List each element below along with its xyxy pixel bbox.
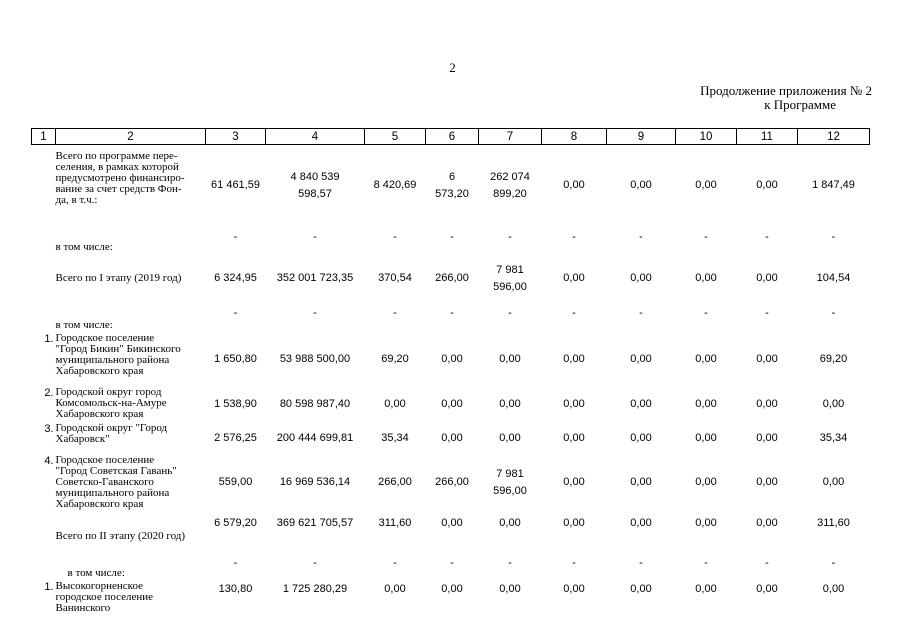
dash-row <box>32 553 870 581</box>
value-cell <box>607 455 676 511</box>
value-cell <box>607 227 676 255</box>
cell-value: 369 621 705,57 <box>276 516 354 529</box>
value-cell <box>676 387 737 423</box>
cell-value: 0,00 <box>499 582 521 595</box>
value-cell <box>607 423 676 455</box>
cell-value: 200 444 699,81 <box>276 432 354 444</box>
cell-value: - <box>765 306 769 319</box>
row-number: 3. <box>44 422 54 435</box>
cell-value: 0,00 <box>630 179 652 192</box>
value-cell <box>676 553 737 581</box>
cell-value: 0,00 <box>756 353 778 365</box>
value-cell <box>365 553 426 581</box>
cell-value: 0,00 <box>563 353 585 365</box>
value-cell <box>798 303 870 333</box>
value-cell <box>798 581 870 641</box>
table-row <box>32 145 870 227</box>
value-cell <box>798 511 870 553</box>
cell-value: 0,00 <box>384 398 406 410</box>
cell-value: 4 840 539 598,57 <box>290 170 340 200</box>
row-name-cell <box>56 387 206 423</box>
cell-value: - <box>831 306 836 319</box>
cell-value: 0,00 <box>563 272 585 284</box>
cell-value: - <box>704 556 708 569</box>
cell-value: 0,00 <box>441 582 463 595</box>
value-cell <box>479 145 542 227</box>
row-name-cell <box>56 581 206 641</box>
cell-value: - <box>639 306 643 319</box>
value-cell <box>365 333 426 387</box>
cell-value: 0,00 <box>695 432 717 444</box>
row-number-cell <box>32 387 56 423</box>
value-cell <box>798 255 870 303</box>
value-cell <box>607 333 676 387</box>
cell-value: 0,00 <box>563 582 585 595</box>
cell-value: 0,00 <box>630 272 652 284</box>
value-cell <box>737 303 798 333</box>
row-name-cell <box>56 511 206 553</box>
cell-value: 0,00 <box>630 398 652 410</box>
row-name: Городской округ город Комсомольск-на-Амуре Хабаровского края <box>55 385 167 420</box>
value-cell <box>426 455 479 511</box>
value-cell <box>737 455 798 511</box>
column-header: 9 <box>607 129 676 145</box>
value-cell <box>798 553 870 581</box>
table-row <box>32 455 870 511</box>
value-cell <box>607 387 676 423</box>
cell-value: 0,00 <box>822 582 845 595</box>
value-cell <box>676 511 737 553</box>
value-cell <box>737 423 798 455</box>
cell-value: 352 001 723,35 <box>276 272 354 284</box>
cell-value: - <box>572 306 576 319</box>
value-cell <box>206 387 266 423</box>
value-cell <box>607 553 676 581</box>
cell-value: - <box>508 306 512 319</box>
cell-value: 0,00 <box>563 476 585 488</box>
cell-value: 0,00 <box>499 432 521 444</box>
cell-value: - <box>831 230 836 243</box>
value-cell <box>206 455 266 511</box>
value-cell <box>542 145 607 227</box>
value-cell <box>676 581 737 641</box>
value-cell <box>737 227 798 255</box>
cell-value: 0,00 <box>563 179 585 192</box>
column-header: 7 <box>479 129 542 145</box>
row-number-cell <box>32 227 56 255</box>
appendix-note-line1: Продолжение приложения № 2 <box>700 83 872 98</box>
value-cell <box>365 581 426 641</box>
cell-value: 130,80 <box>218 582 253 595</box>
value-cell <box>266 333 365 387</box>
cell-value: 0,00 <box>441 398 463 410</box>
dash-row <box>32 303 870 333</box>
value-cell <box>737 581 798 641</box>
value-cell <box>676 227 737 255</box>
value-cell <box>676 455 737 511</box>
value-cell <box>607 303 676 333</box>
cell-value: 1 538,90 <box>214 398 257 410</box>
cell-value: 0,00 <box>695 582 717 595</box>
cell-value: - <box>508 230 512 243</box>
row-number-cell <box>32 255 56 303</box>
value-cell <box>542 387 607 423</box>
row-name: Высокогорненское городское поселение Ванинского <box>55 579 154 614</box>
row-name: в том числе: <box>67 566 125 579</box>
value-cell <box>542 423 607 455</box>
cell-value: 69,20 <box>819 353 848 365</box>
value-cell <box>365 145 426 227</box>
value-cell <box>479 227 542 255</box>
cell-value: 53 988 500,00 <box>279 353 351 365</box>
cell-value: 370,54 <box>378 272 412 284</box>
value-cell <box>206 227 266 255</box>
row-name-cell <box>56 423 206 455</box>
value-cell <box>266 387 365 423</box>
cell-value: 0,00 <box>441 353 463 365</box>
cell-value: 0,00 <box>499 516 521 529</box>
value-cell <box>365 423 426 455</box>
row-name-cell <box>56 553 206 581</box>
value-cell <box>542 227 607 255</box>
value-cell <box>737 145 798 227</box>
value-cell <box>365 303 426 333</box>
value-cell <box>365 255 426 303</box>
row-name-cell <box>56 455 206 511</box>
page-number: 2 <box>449 60 456 75</box>
cell-value: 0,00 <box>695 353 717 365</box>
value-cell <box>365 455 426 511</box>
cell-value: 80 598 987,40 <box>279 398 351 410</box>
value-cell <box>365 511 426 553</box>
value-cell <box>607 145 676 227</box>
value-cell <box>737 511 798 553</box>
cell-value: 0,00 <box>822 476 845 488</box>
value-cell <box>607 581 676 641</box>
cell-value: 0,00 <box>756 432 778 444</box>
cell-value: - <box>765 230 769 243</box>
row-number-cell <box>32 455 56 511</box>
cell-value: - <box>704 306 708 319</box>
table-row <box>32 333 870 387</box>
value-cell <box>798 145 870 227</box>
cell-value: - <box>831 556 836 569</box>
value-cell <box>206 303 266 333</box>
row-name: Городское поселение "Город Бикин" Бикинского муниципального района Хабаровского края <box>55 331 181 377</box>
cell-value: 35,34 <box>381 432 409 444</box>
value-cell <box>266 511 365 553</box>
value-cell <box>479 581 542 641</box>
row-number-cell <box>32 553 56 581</box>
cell-value: 311,60 <box>378 516 412 529</box>
cell-value: 0,00 <box>563 398 585 410</box>
value-cell <box>479 303 542 333</box>
table-row <box>32 255 870 303</box>
row-number: 2. <box>44 386 54 399</box>
value-cell <box>737 387 798 423</box>
cell-value: - <box>313 230 317 243</box>
cell-value: - <box>765 556 769 569</box>
cell-value: - <box>393 306 397 319</box>
cell-value: 0,00 <box>756 582 778 595</box>
appendix-note <box>640 84 872 112</box>
cell-value: - <box>313 306 317 319</box>
value-cell <box>426 303 479 333</box>
table-row <box>32 387 870 423</box>
cell-value: 559,00 <box>218 476 253 488</box>
cell-value: 35,34 <box>819 432 848 444</box>
cell-value: 0,00 <box>563 516 585 529</box>
appendix-note-line2: к Программе <box>764 97 836 112</box>
value-cell <box>798 227 870 255</box>
value-cell <box>479 455 542 511</box>
value-cell <box>426 333 479 387</box>
row-name: Всего по I этапу (2019 год) <box>55 272 182 284</box>
table-header-row <box>32 129 870 145</box>
value-cell <box>365 387 426 423</box>
cell-value: - <box>508 556 512 569</box>
value-cell <box>737 333 798 387</box>
cell-value: 266,00 <box>435 272 469 284</box>
cell-value: 6 324,95 <box>214 272 257 284</box>
cell-value: - <box>233 306 238 319</box>
row-name: в том числе: <box>55 318 113 331</box>
row-number-cell <box>32 333 56 387</box>
column-header: 1 <box>32 129 56 145</box>
row-number-cell <box>32 581 56 641</box>
value-cell <box>206 581 266 641</box>
cell-value: 104,54 <box>816 272 851 284</box>
cell-value: - <box>393 556 397 569</box>
value-cell <box>479 423 542 455</box>
cell-value: - <box>450 556 454 569</box>
value-cell <box>426 423 479 455</box>
value-cell <box>206 511 266 553</box>
cell-value: - <box>393 230 397 243</box>
row-number-cell <box>32 303 56 333</box>
row-number: 4. <box>44 454 54 467</box>
value-cell <box>479 333 542 387</box>
value-cell <box>266 145 365 227</box>
column-header: 3 <box>206 129 266 145</box>
cell-value: 0,00 <box>630 582 652 595</box>
cell-value: - <box>313 556 317 569</box>
cell-value: 2 576,25 <box>214 432 257 444</box>
cell-value: 0,00 <box>630 432 652 444</box>
row-number: 1. <box>44 332 54 345</box>
cell-value: 266,00 <box>435 476 469 488</box>
value-cell <box>206 423 266 455</box>
value-cell <box>426 511 479 553</box>
value-cell <box>365 227 426 255</box>
value-cell <box>607 511 676 553</box>
value-cell <box>426 387 479 423</box>
value-cell <box>676 333 737 387</box>
cell-value: 0,00 <box>384 582 406 595</box>
value-cell <box>266 227 365 255</box>
column-header: 2 <box>56 129 206 145</box>
value-cell <box>676 303 737 333</box>
cell-value: 266,00 <box>378 476 412 488</box>
cell-value: 7 981 596,00 <box>493 263 527 293</box>
value-cell <box>542 553 607 581</box>
row-name-cell <box>56 227 206 255</box>
cell-value: - <box>450 306 454 319</box>
cell-value: 0,00 <box>630 516 652 529</box>
row-name: Всего по программе пере- селения, в рамках которой предусмотрено финансиро- вание за счет средств Фон- да, в т.ч.: <box>55 150 185 206</box>
cell-value: 1 725 280,29 <box>282 582 348 595</box>
cell-value: 0,00 <box>441 516 463 529</box>
cell-value: 6 573,20 <box>435 170 469 200</box>
cell-value: 8 420,69 <box>373 179 417 192</box>
value-cell <box>607 255 676 303</box>
cell-value: - <box>639 230 643 243</box>
column-header: 4 <box>266 129 365 145</box>
row-number: 1. <box>44 580 54 593</box>
value-cell <box>676 145 737 227</box>
value-cell <box>542 455 607 511</box>
column-header: 11 <box>737 129 798 145</box>
cell-value: 0,00 <box>499 398 521 410</box>
value-cell <box>426 553 479 581</box>
value-cell <box>206 255 266 303</box>
row-name: Всего по II этапу (2020 год) <box>55 530 186 542</box>
value-cell <box>266 455 365 511</box>
cell-value: 0,00 <box>756 179 778 192</box>
value-cell <box>479 511 542 553</box>
cell-value: 0,00 <box>695 398 717 410</box>
value-cell <box>266 581 365 641</box>
row-name-cell <box>56 255 206 303</box>
cell-value: 0,00 <box>563 432 585 444</box>
row-name: в том числе: <box>55 240 113 253</box>
cell-value: 0,00 <box>695 179 717 192</box>
value-cell <box>266 255 365 303</box>
row-name-cell <box>56 333 206 387</box>
value-cell <box>798 423 870 455</box>
cell-value: 0,00 <box>756 272 778 284</box>
column-header: 6 <box>426 129 479 145</box>
row-number-cell <box>32 511 56 553</box>
value-cell <box>206 553 266 581</box>
cell-value: 311,60 <box>817 516 850 529</box>
value-cell <box>676 423 737 455</box>
value-cell <box>479 387 542 423</box>
value-cell <box>206 333 266 387</box>
cell-value: - <box>233 230 238 243</box>
row-name-cell <box>56 303 206 333</box>
cell-value: 0,00 <box>695 272 717 284</box>
cell-value: - <box>704 230 708 243</box>
row-number-cell <box>32 423 56 455</box>
cell-value: 0,00 <box>695 476 717 488</box>
cell-value: 61 461,59 <box>211 179 260 192</box>
cell-value: 69,20 <box>381 353 409 365</box>
value-cell <box>542 255 607 303</box>
cell-value: 1 650,80 <box>214 353 257 365</box>
cell-value: 6 579,20 <box>214 516 257 529</box>
cell-value: - <box>572 556 576 569</box>
program-table <box>31 128 870 641</box>
value-cell <box>266 303 365 333</box>
value-cell <box>542 333 607 387</box>
cell-value: 7 981 596,00 <box>493 467 527 497</box>
value-cell <box>426 227 479 255</box>
cell-value: 0,00 <box>756 398 778 410</box>
value-cell <box>479 553 542 581</box>
cell-value: - <box>450 230 454 243</box>
value-cell <box>542 511 607 553</box>
cell-value: 0,00 <box>756 516 778 529</box>
value-cell <box>266 553 365 581</box>
column-header: 10 <box>676 129 737 145</box>
table-row <box>32 581 870 641</box>
value-cell <box>737 553 798 581</box>
value-cell <box>426 255 479 303</box>
table-row <box>32 423 870 455</box>
value-cell <box>426 581 479 641</box>
cell-value: 16 969 536,14 <box>279 476 351 488</box>
cell-value: 0,00 <box>630 476 652 488</box>
column-header: 5 <box>365 129 426 145</box>
cell-value: 262 074 899,20 <box>490 170 530 200</box>
value-cell <box>542 303 607 333</box>
row-name: Городское поселение "Город Советская Гавань" Советско-Гаванского муниципального района Хабаровского края <box>55 453 177 510</box>
value-cell <box>542 581 607 641</box>
value-cell <box>479 255 542 303</box>
cell-value: 0,00 <box>756 476 778 488</box>
value-cell <box>206 145 266 227</box>
row-name-cell <box>56 145 206 227</box>
cell-value: - <box>572 230 576 243</box>
cell-value: 1 847,49 <box>812 179 855 192</box>
cell-value: 0,00 <box>441 432 463 444</box>
value-cell <box>737 255 798 303</box>
cell-value: 0,00 <box>695 516 717 529</box>
column-header: 8 <box>542 129 607 145</box>
row-number-cell <box>32 145 56 227</box>
value-cell <box>266 423 365 455</box>
column-header: 12 <box>798 129 870 145</box>
dash-row <box>32 227 870 255</box>
value-cell <box>798 333 870 387</box>
cell-value: - <box>233 556 238 569</box>
value-cell <box>426 145 479 227</box>
value-cell <box>676 255 737 303</box>
cell-value: 0,00 <box>499 353 521 365</box>
row-name: Городской округ "Город Хабаровск" <box>55 421 168 445</box>
value-cell <box>798 455 870 511</box>
cell-value: 0,00 <box>630 353 652 365</box>
cell-value: - <box>639 556 643 569</box>
table-row <box>32 511 870 553</box>
cell-value: 0,00 <box>822 398 845 410</box>
value-cell <box>798 387 870 423</box>
